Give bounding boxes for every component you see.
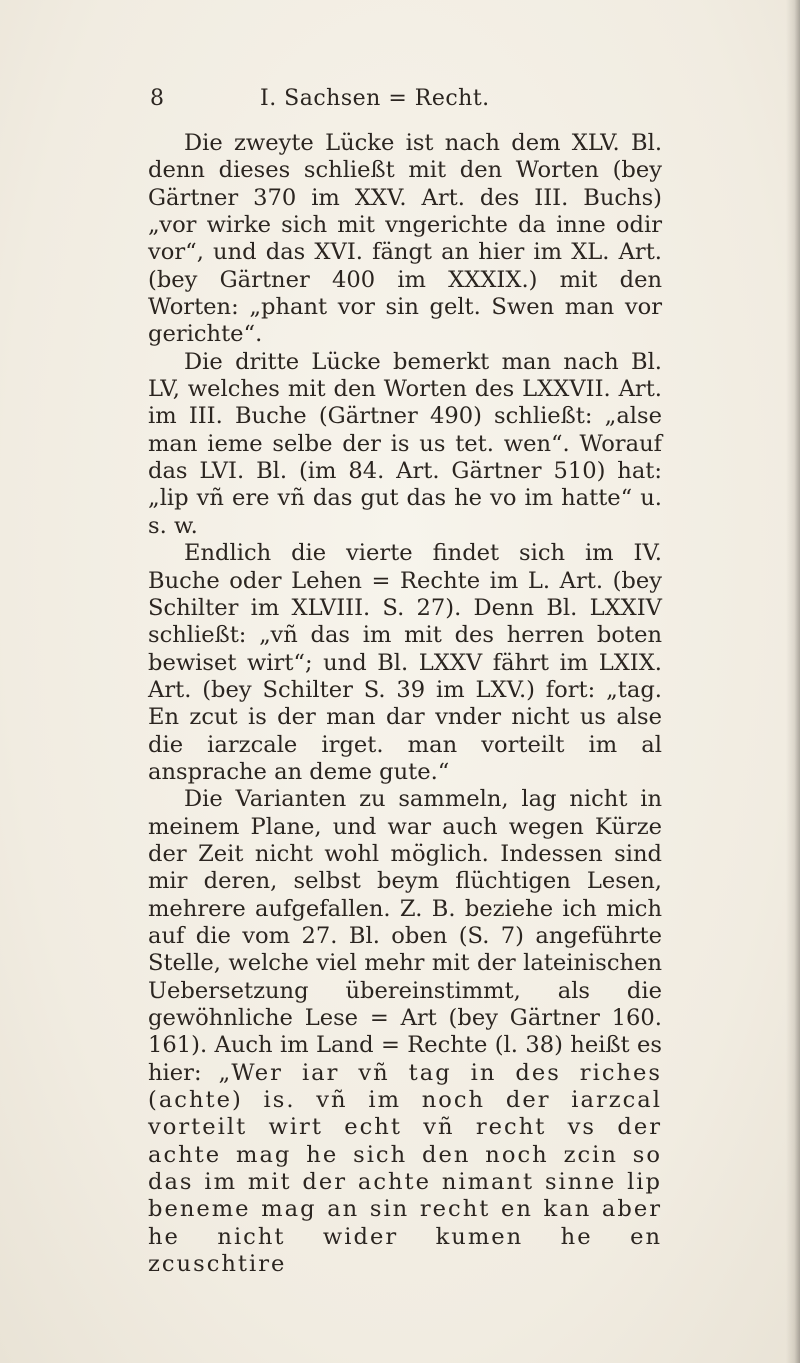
paragraph-third-gap: Die dritte Lücke bemerkt man nach Bl. LV, welches mit den Worten des LXXVII. Art. im III. Buche (Gärtner 490) schließt: „alse man ieme selbe der is us tet. wen“. Worauf das LVI. Bl. (im 84. Art. Gärtner 510) hat: „lip vñ ere vñ das gut das he vo im hatte“ u. s. w. [148,348,662,539]
page-number: 8 [150,86,164,111]
body-text [148,130,662,1278]
running-head: I. Sachsen = Recht. [260,86,490,111]
spaced-quote: „Wer iar vñ tag in des riches (achte) is. vñ im noch der iarzcal vorteilt wirt echt vñ recht vs der achte mag he sich den noch zcin so das im mit der achte nimant sinne lip beneme mag an sin recht en kan aber he nicht wider kumen he en zcuschtire [148,1059,662,1278]
paragraph-fourth-gap: Endlich die vierte findet sich im IV. Buche oder Lehen = Rechte im L. Art. (bey Schilter im XLVIII. S. 27). Denn Bl. LXXIV schließt: „vñ das im mit des herren boten bewiset wirt“; und Bl. LXXV fährt im LXIX. Art. (bey Schilter S. 39 im LXV.) fort: „tag. En zcut is der man dar vnder nicht us alse die iarzcale irget. man vorteilt im al ansprache an deme gute.“ [148,540,662,785]
page-edge-shadow [786,0,800,1363]
paragraph-second-gap: Die zweyte Lücke ist nach dem XLV. Bl. denn dieses schließt mit den Worten (bey Gärtner 370 im XXV. Art. des III. Buchs) „vor wirke sich mit vngerichte da inne odir vor“, und das XVI. fängt an hier im XL. Art. (bey Gärtner 400 im XXXIX.) mit den Worten: „phant vor sin gelt. Swen man vor gerichte“. [148,130,662,348]
variants-text: Die Varianten zu sammeln, lag nicht in meinem Plane, und war auch wegen Kürze der Zeit nicht wohl möglich. Indessen sind mir deren, selbst beym flüchtigen Lesen, mehrere aufgefallen. Z. B. beziehe ich mich auf die vom 27. Bl. oben (S. 7) angeführte Stelle, welche viel mehr mit der lateinischen Uebersetzung übereinstimmt, als die gewöhnliche Lese = Art (bey Gärtner 160. 161). Auch im Land = Rechte (l. 38) heißt es hier: [148,786,662,1086]
page-header [150,86,650,122]
paragraph-variants [148,786,662,1278]
